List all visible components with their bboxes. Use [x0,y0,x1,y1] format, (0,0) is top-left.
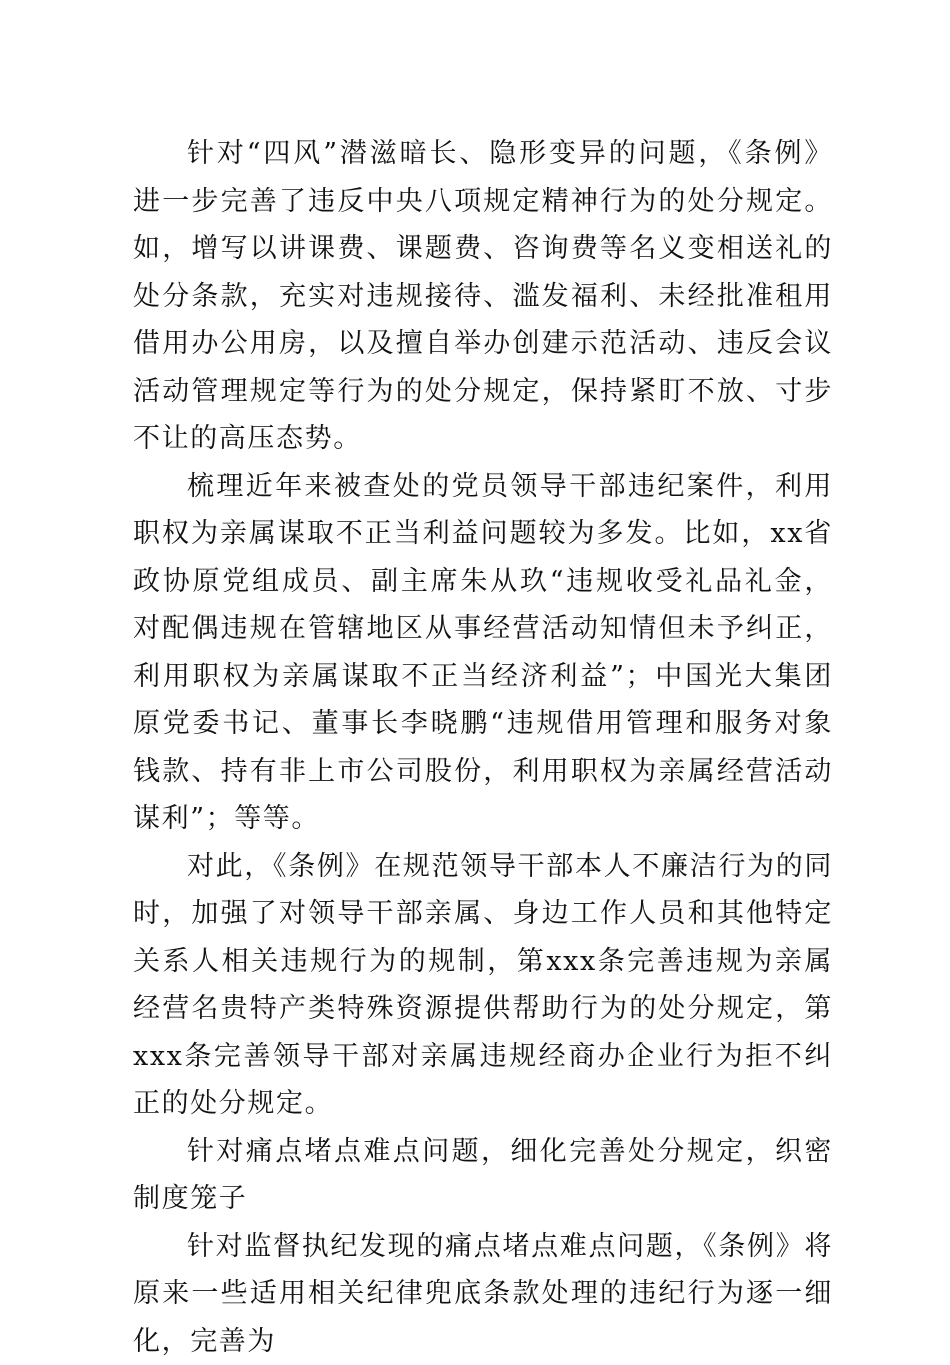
paragraph-relatives-cases: 梳理近年来被查处的党员领导干部违纪案件，利用职权为亲属谋取不正当利益问题较为多发。比如，xx省政协原党组成员、副主席朱从玖“违规收受礼品礼金，对配偶违规在管辖地区从事经营活动知情但未予纠正，利用职权为亲属谋取不正当经济利益”；中国光大集团原党委书记、董事长李晓鹏“违规借用管理和服务对象钱款、持有非上市公司股份，利用职权为亲属经营活动谋利”；等等。 [133,463,833,843]
paragraph-section-heading: 针对痛点堵点难点问题，细化完善处分规定，织密制度笼子 [133,1128,833,1223]
paragraph-pain-points: 针对监督执纪发现的痛点堵点难点问题，《条例》将原来一些适用相关纪律兜底条款处理的违纪行为逐一细化，完善为 [133,1223,833,1365]
paragraph-four-winds: 针对“四风”潜滋暗长、隐形变异的问题，《条例》进一步完善了违反中央八项规定精神行为的处分规定。如，增写以讲课费、课题费、咨询费等名义变相送礼的处分条款，充实对违规接待、滥发福利、未经批准租用借用办公用房，以及擅自举办创建示范活动、违反会议活动管理规定等行为的处分规定，保持紧盯不放、寸步不让的高压态势。 [133,130,833,463]
paragraph-regulation-response: 对此，《条例》在规范领导干部本人不廉洁行为的同时，加强了对领导干部亲属、身边工作人员和其他特定关系人相关违规行为的规制，第xxx条完善违规为亲属经营名贵特产类特殊资源提供帮助行为的处分规定，第xxx条完善领导干部对亲属违规经商办企业行为拒不纠正的处分规定。 [133,843,833,1128]
document-body [133,130,833,1365]
